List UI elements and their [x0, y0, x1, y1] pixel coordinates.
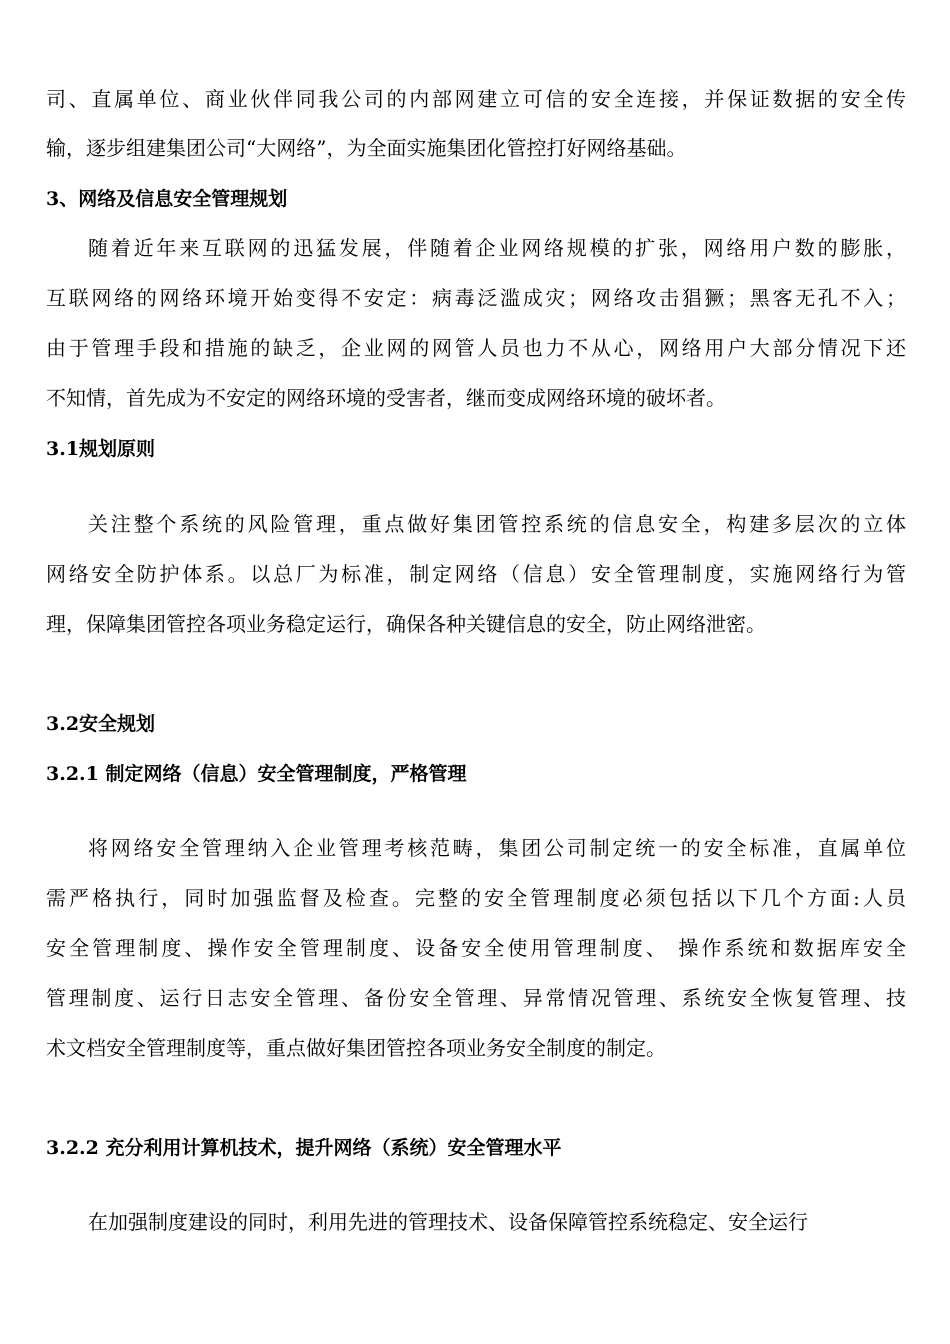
paragraph-line: 司、直属单位、商业伙伴同我公司的内部网建立可信的安全连接，并保证数据的安全传 — [46, 87, 906, 111]
paragraph-line: 输，逐步组建集团公司“大网络”，为全面实施集团化管控打好网络基础。 — [46, 136, 687, 160]
section-heading-3-2-1: 3.2.1 制定网络（信息）安全管理制度，严格管理 — [46, 763, 467, 785]
paragraph-line: 理，保障集团管控各项业务稳定运行，确保各种关键信息的安全，防止网络泄密。 — [46, 612, 766, 636]
paragraph-line: 关注整个系统的风险管理，重点做好集团管控系统的信息安全，构建多层次的立体 — [88, 512, 906, 536]
paragraph-line: 术文档安全管理制度等，重点做好集团管控各项业务安全制度的制定。 — [46, 1036, 666, 1060]
section-heading-3-2: 3.2安全规划 — [46, 713, 156, 735]
section-heading-3: 3、网络及信息安全管理规划 — [46, 188, 288, 210]
paragraph-line: 不知情，首先成为不安定的网络环境的受害者，继而变成网络环境的破坏者。 — [46, 386, 726, 410]
paragraph-line: 在加强制度建设的同时，利用先进的管理技术、设备保障管控系统稳定、安全运行 — [88, 1210, 808, 1234]
paragraph-line: 网络安全防护体系。以总厂为标准，制定网络（信息）安全管理制度，实施网络行为管 — [46, 562, 906, 586]
paragraph-line: 安全管理制度、操作安全管理制度、设备安全使用管理制度、 操作系统和数据库安全 — [46, 936, 906, 960]
document-page — [46, 0, 906, 1344]
paragraph-line: 需严格执行，同时加强监督及检查。完整的安全管理制度必须包括以下几个方面:人员 — [46, 886, 906, 910]
paragraph-line: 随着近年来互联网的迅猛发展，伴随着企业网络规模的扩张，网络用户数的膨胀， — [88, 236, 906, 260]
paragraph-line: 互联网络的网络环境开始变得不安定：病毒泛滥成灾；网络攻击猖獗；黑客无孔不入； — [46, 286, 906, 310]
paragraph-line: 将网络安全管理纳入企业管理考核范畴，集团公司制定统一的安全标准，直属单位 — [88, 836, 906, 860]
paragraph-line: 由于管理手段和措施的缺乏，企业网的网管人员也力不从心，网络用户大部分情况下还 — [46, 336, 906, 360]
section-heading-3-1: 3.1规划原则 — [46, 438, 156, 460]
paragraph-line: 管理制度、运行日志安全管理、备份安全管理、异常情况管理、系统安全恢复管理、技 — [46, 986, 906, 1010]
section-heading-3-2-2: 3.2.2 充分利用计算机技术，提升网络（系统）安全管理水平 — [46, 1137, 562, 1159]
